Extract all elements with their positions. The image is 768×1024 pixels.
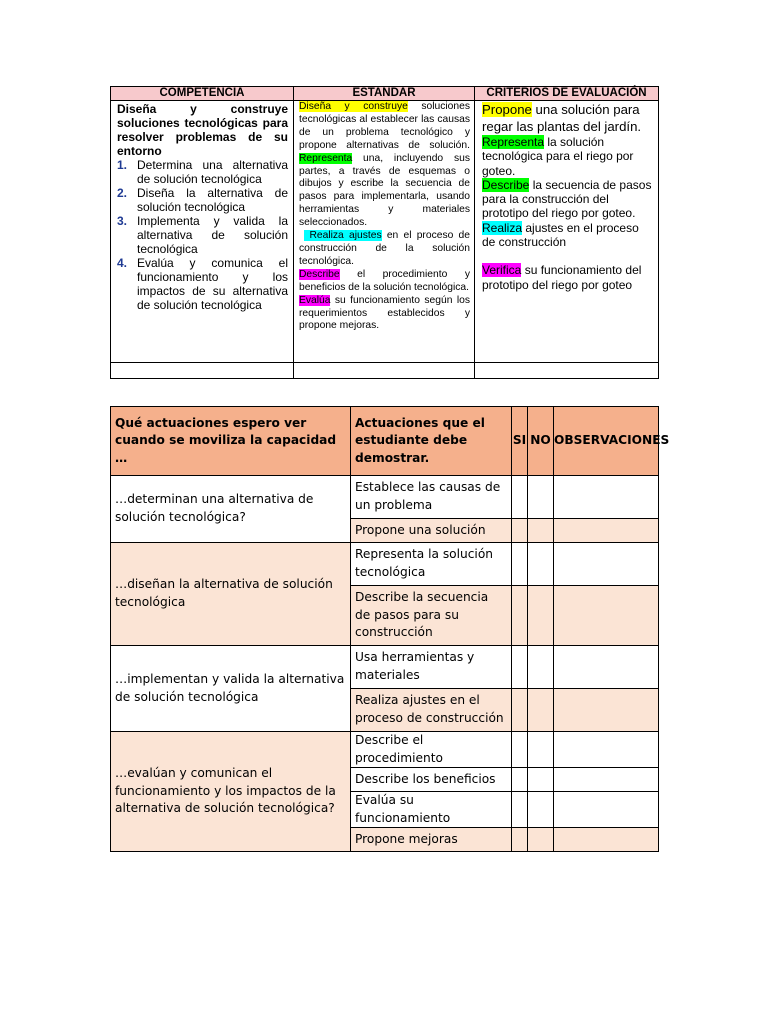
competency-table-empty-row bbox=[111, 363, 659, 379]
criterio-text: la solución tecnológica para el riego por goteo. bbox=[482, 135, 634, 178]
competency-table-body-row bbox=[111, 101, 659, 363]
no-check-cell[interactable] bbox=[528, 732, 554, 768]
empty-cell bbox=[111, 363, 294, 379]
header-capacidad: Qué actuaciones espero ver cuando se moviliza la capacidad … bbox=[111, 407, 351, 476]
capacidad-question: …evalúan y comunican el funcionamiento y los impactos de la alternativa de solución tecnológica? bbox=[111, 732, 351, 852]
si-check-cell[interactable] bbox=[512, 792, 528, 828]
actuacion-text: Describe la secuencia de pasos para su construcción bbox=[351, 586, 512, 646]
capacidad-item bbox=[117, 158, 288, 186]
observaciones-cell[interactable] bbox=[554, 476, 659, 519]
header-si: SI bbox=[512, 407, 528, 476]
si-check-cell[interactable] bbox=[512, 689, 528, 732]
observaciones-cell[interactable] bbox=[554, 543, 659, 586]
no-check-cell[interactable] bbox=[528, 689, 554, 732]
capacidad-question: …determinan una alternativa de solución tecnológica? bbox=[111, 476, 351, 543]
capacidades-list bbox=[117, 158, 288, 312]
no-check-cell[interactable] bbox=[528, 586, 554, 646]
observaciones-cell[interactable] bbox=[554, 586, 659, 646]
estandar-text: soluciones tecnológicas al establecer las causas de un problema tecnológico y propone alternativas de solución. bbox=[299, 101, 470, 151]
si-check-cell[interactable] bbox=[512, 476, 528, 519]
no-check-cell[interactable] bbox=[528, 519, 554, 543]
actuacion-text: Propone mejoras bbox=[351, 828, 512, 852]
criterio-text: ajustes en el proceso de construcción bbox=[482, 220, 639, 250]
competency-table bbox=[110, 86, 659, 379]
highlight-green: Representa bbox=[299, 152, 353, 164]
estandar-cell bbox=[294, 101, 475, 363]
actuacion-text: Establece las causas de un problema bbox=[351, 476, 512, 519]
capacidad-text: Implementa y valida la alternativa de solución tecnológica bbox=[137, 214, 288, 256]
observaciones-cell[interactable] bbox=[554, 792, 659, 828]
actuacion-text: Representa la solución tecnológica bbox=[351, 543, 512, 586]
observaciones-cell[interactable] bbox=[554, 828, 659, 852]
highlight-magenta: Verifica bbox=[482, 263, 522, 278]
estandar-paragraph bbox=[299, 295, 470, 334]
no-check-cell[interactable] bbox=[528, 828, 554, 852]
capacidad-text: Determina una alternativa de solución tecnológica bbox=[137, 158, 288, 186]
actuacion-text: Evalúa su funcionamiento bbox=[351, 792, 512, 828]
capacidad-number: 3. bbox=[117, 214, 128, 228]
estandar-highlight-text: Realiza ajustes bbox=[309, 230, 382, 242]
estandar-paragraph bbox=[299, 230, 470, 269]
si-check-cell[interactable] bbox=[512, 519, 528, 543]
capacidad-question: …implementan y valida la alternativa de solución tecnológica bbox=[111, 646, 351, 732]
actuaciones-table bbox=[110, 406, 670, 852]
highlight-green: Describe bbox=[482, 177, 530, 192]
observaciones-cell[interactable] bbox=[554, 646, 659, 689]
criterio-line bbox=[482, 263, 654, 292]
si-check-cell[interactable] bbox=[512, 732, 528, 768]
header-estandar: ESTANDAR bbox=[294, 87, 475, 101]
si-check-cell[interactable] bbox=[512, 828, 528, 852]
no-check-cell[interactable] bbox=[528, 768, 554, 792]
actuacion-text: Propone una solución bbox=[351, 519, 512, 543]
capacidad-number: 1. bbox=[117, 158, 128, 172]
actuacion-row bbox=[111, 476, 659, 519]
header-competencia: COMPETENCIA bbox=[111, 87, 294, 101]
criterio-text: una solución para regar las plantas del jardín. bbox=[482, 102, 642, 134]
header-criterios: CRITERIOS DE EVALUACIÓN bbox=[475, 87, 659, 101]
estandar-text: una, incluyendo sus partes, a través de esquemas o dibujos y escribe la secuencia de pasos para implementarla, usando herramientas y materiales seleccionados. bbox=[299, 152, 470, 229]
empty-cell bbox=[475, 363, 659, 379]
highlight-cyan bbox=[304, 230, 381, 241]
actuacion-text: Describe el procedimiento bbox=[351, 732, 512, 768]
actuacion-text: Usa herramientas y materiales bbox=[351, 646, 512, 689]
highlight-magenta: Evalúa bbox=[299, 294, 331, 306]
header-observaciones: OBSERVACIONES bbox=[554, 407, 659, 476]
highlight-magenta: Describe bbox=[299, 268, 340, 280]
observaciones-cell[interactable] bbox=[554, 689, 659, 732]
capacidad-item bbox=[117, 214, 288, 256]
actuacion-row bbox=[111, 732, 659, 768]
highlight-cyan: Realiza bbox=[482, 220, 523, 235]
estandar-text: en el proceso de construcción de la solución tecnológica. bbox=[299, 230, 470, 267]
no-check-cell[interactable] bbox=[528, 543, 554, 586]
capacidad-text: Evalúa y comunica el funcionamiento y los impactos de su alternativa de solución tecnológica bbox=[137, 256, 288, 312]
estandar-paragraph bbox=[299, 269, 470, 295]
si-check-cell[interactable] bbox=[512, 768, 528, 792]
actuacion-text: Realiza ajustes en el proceso de construcción bbox=[351, 689, 512, 732]
observaciones-cell[interactable] bbox=[554, 768, 659, 792]
capacidad-number: 2. bbox=[117, 186, 128, 200]
header-actuaciones: Actuaciones que el estudiante debe demostrar. bbox=[351, 407, 512, 476]
criterio-text: su funcionamiento del prototipo del riego por goteo bbox=[482, 263, 642, 292]
no-check-cell[interactable] bbox=[528, 792, 554, 828]
no-check-cell[interactable] bbox=[528, 476, 554, 519]
competencia-title: Diseña y construye soluciones tecnológicas para resolver problemas de su entorno bbox=[117, 102, 288, 158]
capacidad-question: …diseñan la alternativa de solución tecnológica bbox=[111, 543, 351, 646]
actuacion-row bbox=[111, 646, 659, 689]
capacidad-text: Diseña la alternativa de solución tecnológica bbox=[137, 186, 288, 214]
no-check-cell[interactable] bbox=[528, 646, 554, 689]
si-check-cell[interactable] bbox=[512, 646, 528, 689]
competency-table-header bbox=[111, 87, 659, 101]
criterio-line bbox=[482, 102, 654, 135]
si-check-cell[interactable] bbox=[512, 543, 528, 586]
capacidad-item bbox=[117, 256, 288, 312]
criterio-line bbox=[482, 178, 654, 221]
estandar-paragraph bbox=[299, 101, 470, 230]
criterio-spacer bbox=[482, 249, 654, 263]
criterio-text: la secuencia de pasos para la construcción del prototipo del riego por goteo. bbox=[482, 177, 652, 221]
observaciones-cell[interactable] bbox=[554, 732, 659, 768]
actuaciones-header-row bbox=[111, 407, 659, 476]
actuacion-row bbox=[111, 543, 659, 586]
capacidad-item bbox=[117, 186, 288, 214]
criterio-line bbox=[482, 221, 654, 250]
header-no: NO bbox=[528, 407, 554, 476]
si-check-cell[interactable] bbox=[512, 586, 528, 646]
criterios-cell bbox=[475, 101, 659, 363]
observaciones-cell[interactable] bbox=[554, 519, 659, 543]
highlight-yellow: Propone bbox=[482, 102, 532, 117]
competencia-cell bbox=[111, 101, 294, 363]
estandar-text: el procedimiento y beneficios de la solución tecnológica. bbox=[299, 268, 470, 293]
highlight-yellow: Diseña y construye bbox=[299, 101, 408, 112]
actuacion-text: Describe los beneficios bbox=[351, 768, 512, 792]
empty-cell bbox=[294, 363, 475, 379]
criterio-line bbox=[482, 135, 654, 178]
highlight-green: Representa bbox=[482, 135, 545, 149]
capacidad-number: 4. bbox=[117, 256, 128, 270]
estandar-text: su funcionamiento según los requerimientos establecidos y propone mejoras. bbox=[299, 294, 470, 332]
